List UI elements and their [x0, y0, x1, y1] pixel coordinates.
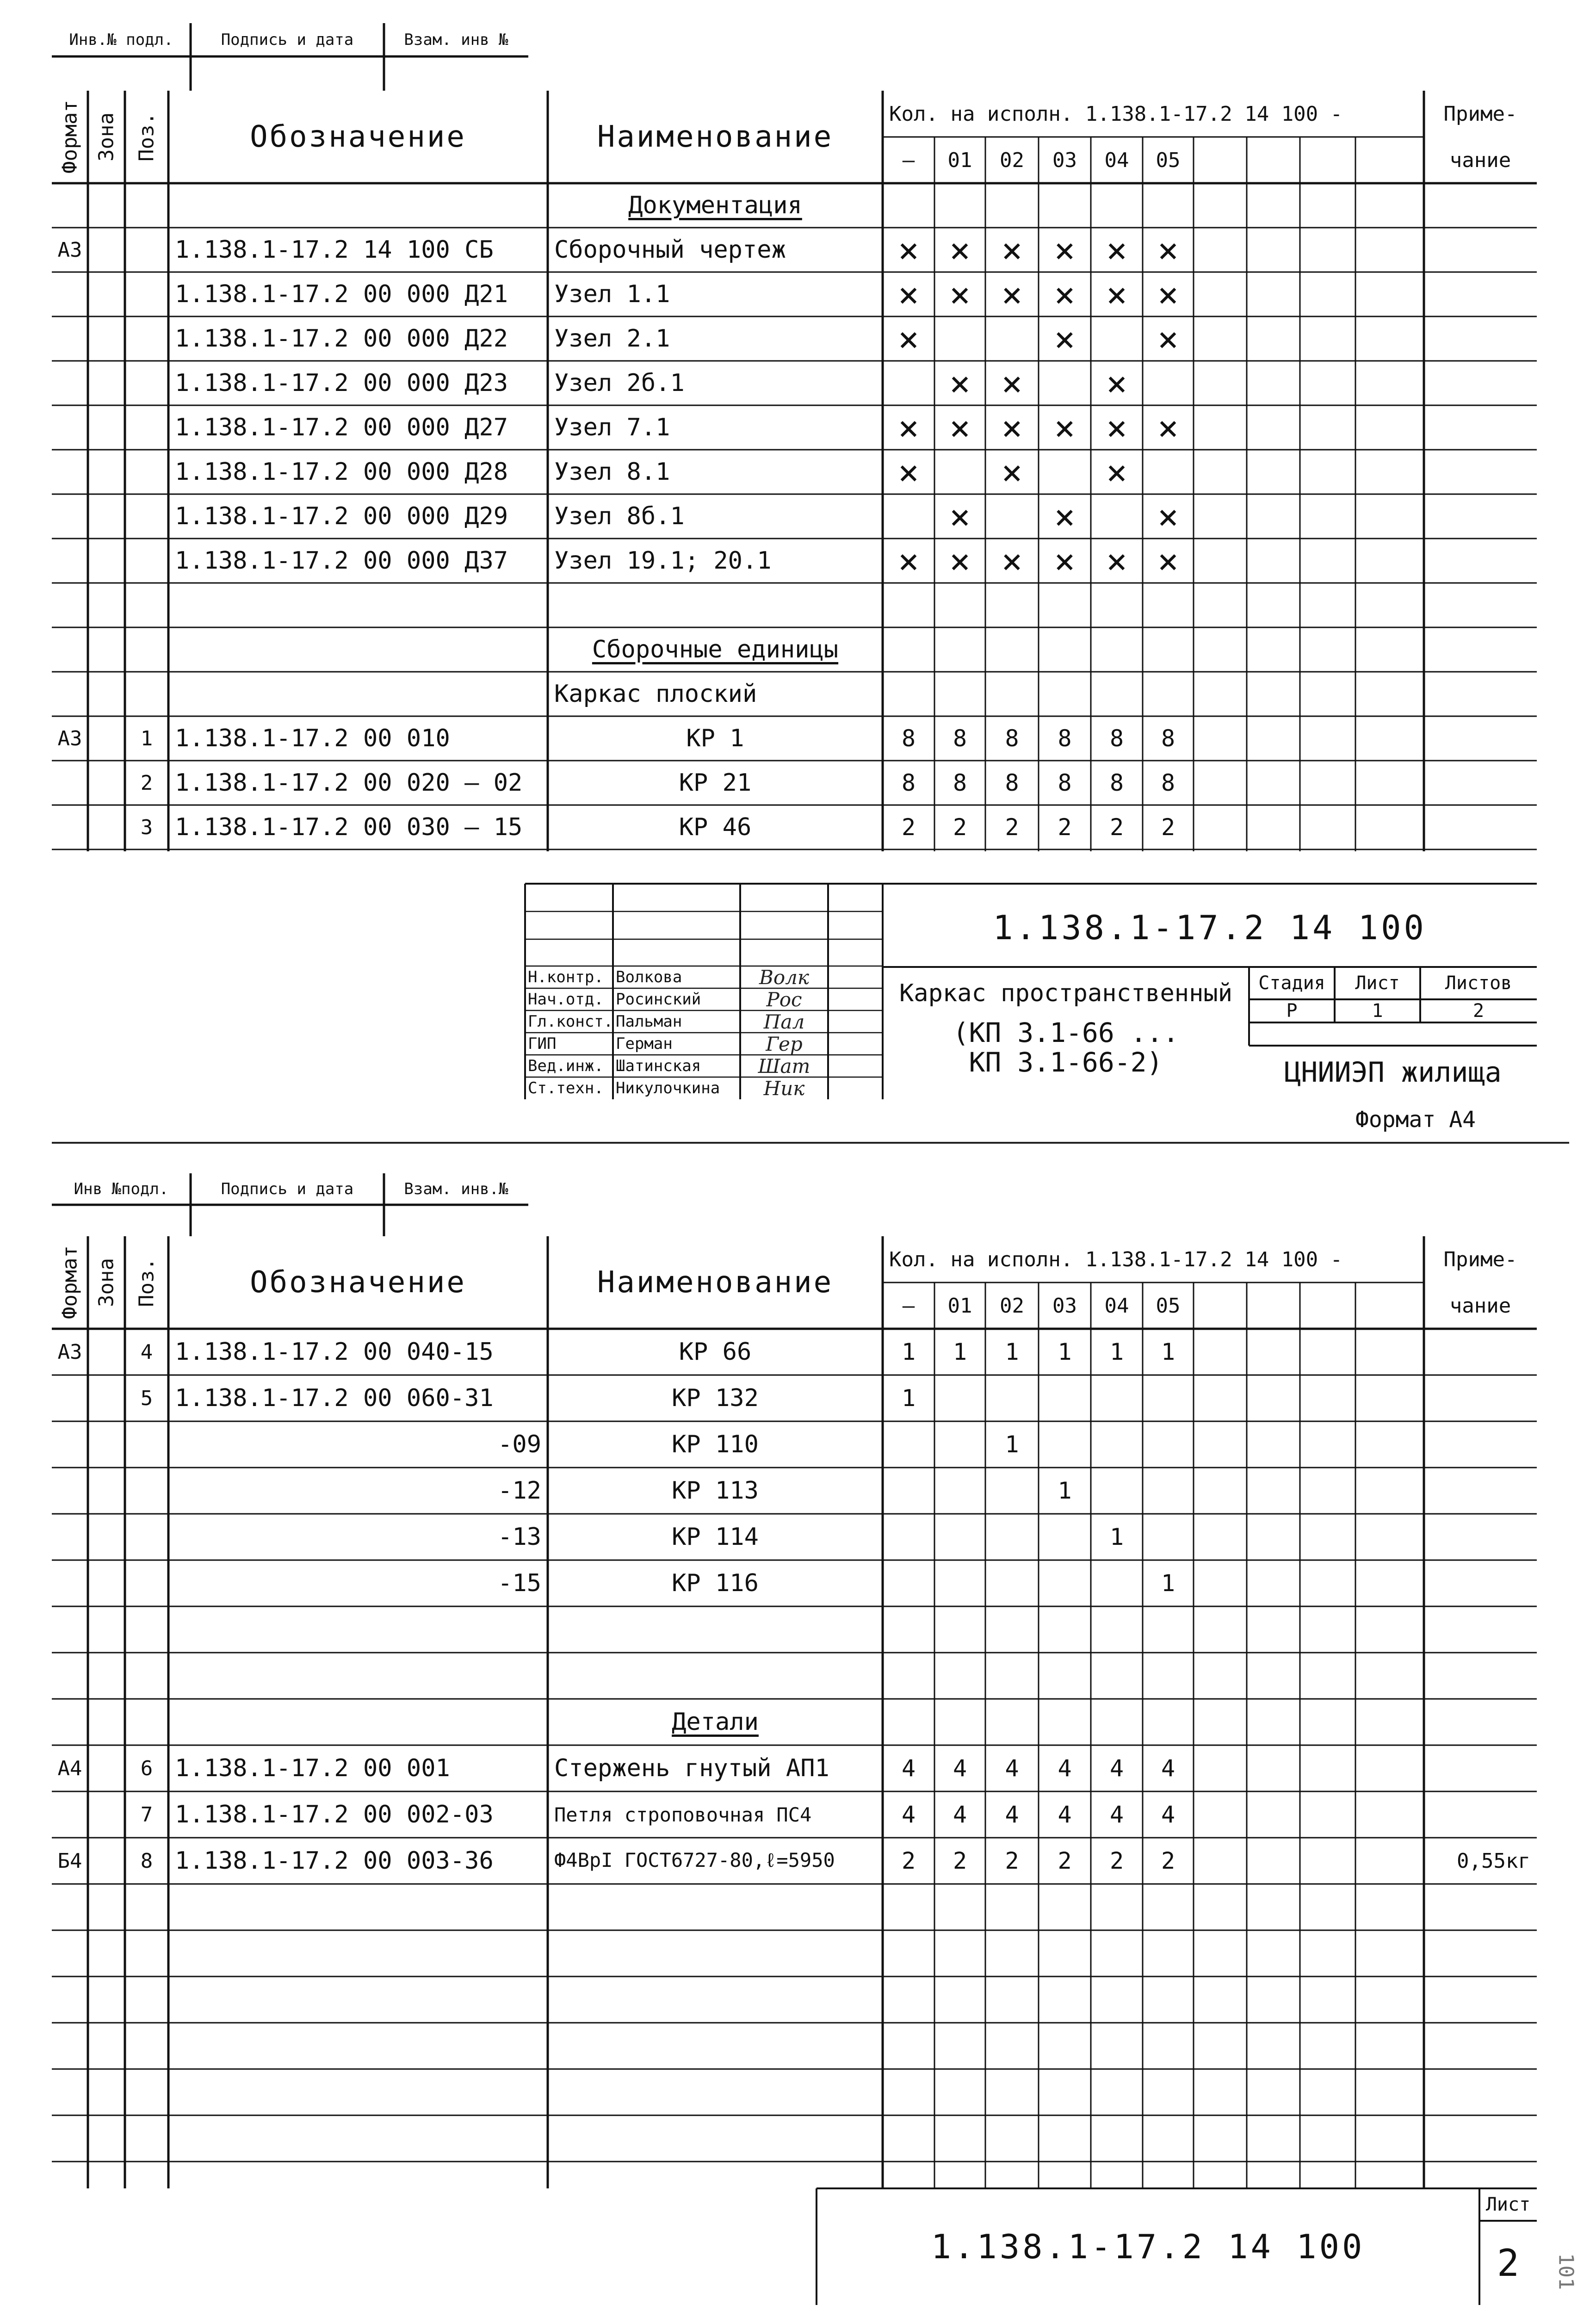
signer-name: Никулочкина: [616, 1079, 720, 1097]
row-qty-mark: 1: [1058, 1338, 1072, 1365]
name-header: Наименование: [597, 120, 834, 154]
row-designation: 1.138.1-17.2 00 002-03: [175, 1801, 494, 1828]
row-qty-mark: ×: [949, 540, 971, 582]
signer-role: Н.контр.: [528, 968, 604, 986]
row-designation: 1.138.1-17.2 00 060-31: [175, 1384, 494, 1412]
note-header-2: чание: [1449, 148, 1511, 172]
row-name: Узел 2б.1: [554, 369, 685, 397]
row-designation: 1.138.1-17.2 00 040-15: [175, 1338, 494, 1366]
row-designation: 1.138.1-17.2 00 000 Д27: [175, 414, 508, 441]
designation-header-2: Обозначение: [250, 1265, 466, 1300]
row-designation: 1.138.1-17.2 00 000 Д21: [175, 280, 508, 308]
row-qty-mark: 2: [1161, 814, 1175, 841]
row-designation: -09: [498, 1431, 541, 1458]
signer-role: ГИП: [528, 1035, 557, 1053]
row-qty-mark: 8: [1058, 725, 1072, 752]
row-name: Узел 1.1: [554, 280, 670, 308]
row-qty-mark: 8: [1161, 769, 1175, 796]
row-qty-mark: 1: [1161, 1570, 1175, 1597]
row-qty-mark: 8: [1005, 725, 1019, 752]
row-format: А3: [57, 726, 82, 750]
variant-col-0: —: [902, 1294, 915, 1318]
row-qty-mark: ×: [898, 318, 919, 359]
row-name: Узел 8.1: [554, 458, 670, 486]
footer-sheet-number: 2: [1497, 2241, 1520, 2285]
row-qty-mark: ×: [1001, 407, 1023, 448]
row-qty-mark: ×: [1054, 540, 1076, 582]
row-qty-mark: 2: [1109, 1847, 1124, 1874]
row-qty-mark: 2: [1058, 814, 1072, 841]
sheet-value: 1: [1372, 1000, 1383, 1022]
note-header-2a: Приме-: [1443, 1247, 1517, 1271]
title-line-1: Каркас пространственный: [899, 979, 1233, 1007]
row-name: КР 114: [672, 1523, 759, 1551]
signer-name: Росинский: [616, 990, 701, 1009]
side-page-number: 101: [1554, 2253, 1578, 2290]
row-qty-mark: 8: [901, 769, 916, 796]
variant-col-0: —: [902, 148, 915, 172]
row-qty-mark: ×: [949, 273, 971, 315]
zone-header-2: Зона: [94, 1258, 118, 1307]
sheets-label: Листов: [1445, 973, 1512, 994]
pos-header-2: Поз.: [135, 1258, 159, 1307]
row-name: КР 1: [686, 725, 744, 752]
variant-col-2: 02: [1000, 1294, 1024, 1318]
signer-signature: Пал: [763, 1010, 805, 1033]
signer-role: Вед.инж.: [528, 1057, 604, 1075]
row-designation: 1.138.1-17.2 00 001: [175, 1754, 450, 1782]
zone-header: Зона: [94, 112, 118, 161]
row-position: 5: [140, 1386, 153, 1410]
row-qty-mark: 1: [1005, 1338, 1019, 1365]
stamp2-replace-label: Взам. инв.№: [404, 1180, 508, 1198]
row-designation: 1.138.1-17.2 00 000 Д37: [175, 547, 508, 575]
sheets-value: 2: [1472, 1000, 1485, 1022]
row-format: А3: [57, 1340, 82, 1364]
row-qty-mark: 4: [953, 1801, 967, 1828]
row-designation: 1.138.1-17.2 00 020 — 02: [175, 769, 523, 797]
row-note: 0,55кг: [1457, 1849, 1530, 1873]
qty-header: Кол. на исполн. 1.138.1-17.2 14 100 -: [889, 102, 1343, 126]
stage-value: Р: [1286, 1000, 1298, 1022]
sheet-2-code: 1.138.1-17.2 14 100: [931, 2227, 1365, 2266]
row-qty-mark: 4: [1058, 1801, 1072, 1828]
name-header-2: Наименование: [597, 1265, 834, 1300]
row-qty-mark: 4: [1005, 1801, 1019, 1828]
row-name: Сборочный чертеж: [554, 236, 786, 264]
row-qty-mark: 1: [1109, 1338, 1124, 1365]
row-position: 2: [140, 771, 153, 795]
row-qty-mark: ×: [1001, 273, 1023, 315]
stamp-inv-label: Инв.№ подл.: [69, 31, 173, 49]
row-name: КР 116: [672, 1569, 759, 1597]
row-name: КР 132: [672, 1384, 759, 1412]
row-qty-mark: ×: [949, 229, 971, 271]
row-name: КР 21: [679, 769, 752, 797]
variant-col-2: 02: [1000, 148, 1024, 172]
signer-name: Герман: [616, 1035, 673, 1053]
signer-signature: Ник: [763, 1077, 805, 1099]
row-qty-mark: ×: [1106, 273, 1127, 315]
row-qty-mark: 4: [1058, 1755, 1072, 1782]
row-qty-mark: ×: [1054, 273, 1076, 315]
row-qty-mark: ×: [898, 451, 919, 493]
row-format: Б4: [57, 1849, 82, 1873]
row-designation: 1.138.1-17.2 00 000 Д28: [175, 458, 508, 486]
title-line-2: (КП 3.1-66 ...: [953, 1018, 1179, 1047]
row-qty-mark: ×: [1157, 273, 1179, 315]
row-qty-mark: 2: [1058, 1847, 1072, 1874]
row-qty-mark: 4: [1161, 1801, 1175, 1828]
row-position: 1: [140, 726, 153, 750]
row-position: 6: [140, 1756, 153, 1780]
row-qty-mark: ×: [1157, 318, 1179, 359]
title-line-3: КП 3.1-66-2): [969, 1047, 1163, 1077]
row-designation: 1.138.1-17.2 00 010: [175, 725, 450, 752]
row-qty-mark: 4: [953, 1755, 967, 1782]
stage-label: Стадия: [1258, 973, 1325, 994]
row-qty-mark: 1: [901, 1385, 916, 1412]
row-qty-mark: ×: [1106, 451, 1127, 493]
signer-name: Шатинская: [616, 1057, 701, 1075]
variant-col-3: 03: [1052, 1294, 1077, 1318]
row-qty-mark: ×: [949, 496, 971, 537]
signer-signature: Рос: [766, 988, 802, 1010]
row-qty-mark: ×: [1157, 229, 1179, 271]
row-name: Узел 19.1; 20.1: [554, 547, 772, 575]
row-format: А4: [57, 1756, 82, 1780]
row-designation: -13: [498, 1523, 541, 1551]
row-qty-mark: 1: [1109, 1524, 1124, 1550]
row-designation: 1.138.1-17.2 00 000 Д22: [175, 325, 508, 353]
org-name: ЦНИИЭП жилища: [1284, 1056, 1502, 1089]
row-qty-mark: ×: [949, 362, 971, 404]
row-name: КР 113: [672, 1477, 759, 1505]
row-qty-mark: 8: [953, 725, 967, 752]
row-name: Петля строповочная ПС4: [554, 1803, 812, 1826]
sheet-1-code: 1.138.1-17.2 14 100: [993, 908, 1427, 947]
variant-col-3: 03: [1052, 148, 1077, 172]
row-name: Ф4ВрI ГОСТ6727-80,ℓ=5950: [554, 1849, 835, 1871]
stamp-replace-label: Взам. инв №: [404, 31, 508, 49]
row-position: 8: [140, 1849, 153, 1873]
row-designation: -15: [498, 1569, 541, 1597]
row-name: Узел 7.1: [554, 414, 670, 441]
signer-signature: Шат: [758, 1055, 810, 1077]
row-name: Стержень гнутый АП1: [554, 1754, 829, 1782]
row-qty-mark: 2: [1005, 1847, 1019, 1874]
row-qty-mark: 2: [901, 814, 916, 841]
row-qty-mark: ×: [1106, 362, 1127, 404]
row-qty-mark: 8: [1161, 725, 1175, 752]
row-qty-mark: ×: [1054, 496, 1076, 537]
row-designation: 1.138.1-17.2 00 030 — 15: [175, 813, 523, 841]
note-header-1: Приме-: [1443, 102, 1517, 126]
row-qty-mark: ×: [1054, 407, 1076, 448]
row-position: 7: [140, 1803, 153, 1827]
variant-col-5: 05: [1156, 148, 1181, 172]
row-qty-mark: 8: [901, 725, 916, 752]
row-qty-mark: ×: [1001, 229, 1023, 271]
row-qty-mark: 2: [1005, 814, 1019, 841]
row-qty-mark: ×: [1157, 407, 1179, 448]
row-qty-mark: 1: [901, 1338, 916, 1365]
stamp-sign-label: Подпись и дата: [221, 31, 354, 49]
row-qty-mark: ×: [1106, 540, 1127, 582]
row-qty-mark: 2: [953, 1847, 967, 1874]
row-format: А3: [57, 238, 82, 262]
row-designation: 1.138.1-17.2 14 100 СБ: [175, 236, 494, 264]
row-qty-mark: 1: [1005, 1431, 1019, 1458]
row-qty-mark: 4: [901, 1801, 916, 1828]
variant-col-1: 01: [947, 148, 972, 172]
row-qty-mark: 2: [1109, 814, 1124, 841]
format-header: Формат: [58, 100, 82, 174]
row-qty-mark: 8: [1109, 725, 1124, 752]
row-qty-mark: ×: [1001, 540, 1023, 582]
row-qty-mark: ×: [1157, 496, 1179, 537]
row-designation: 1.138.1-17.2 00 003-36: [175, 1847, 494, 1875]
row-qty-mark: ×: [1106, 407, 1127, 448]
row-name: Узел 2.1: [554, 325, 670, 353]
row-position: 4: [140, 1340, 153, 1364]
row-qty-mark: 2: [953, 814, 967, 841]
format-label: Формат А4: [1355, 1107, 1476, 1133]
note-header-2b: чание: [1449, 1294, 1511, 1318]
row-name: КР 110: [672, 1431, 759, 1458]
row-qty-mark: ×: [1001, 451, 1023, 493]
row-qty-mark: 8: [953, 769, 967, 796]
format-header-2: Формат: [58, 1245, 82, 1320]
row-designation: 1.138.1-17.2 00 000 Д29: [175, 502, 508, 530]
row-qty-mark: 1: [1161, 1338, 1175, 1365]
row-qty-mark: 2: [1161, 1847, 1175, 1874]
signer-name: Пальман: [616, 1012, 682, 1031]
pos-header: Поз.: [135, 112, 159, 161]
variant-col-4: 04: [1104, 148, 1129, 172]
stamp2-inv-label: Инв №подл.: [74, 1180, 169, 1198]
row-name: Документация: [628, 192, 802, 219]
row-qty-mark: ×: [1054, 229, 1076, 271]
row-qty-mark: 4: [1109, 1755, 1124, 1782]
signer-role: Гл.конст.: [528, 1012, 613, 1031]
footer-sheet-label: Лист: [1485, 2194, 1531, 2215]
row-designation: 1.138.1-17.2 00 000 Д23: [175, 369, 508, 397]
row-qty-mark: 8: [1109, 769, 1124, 796]
row-name: Узел 8б.1: [554, 502, 685, 530]
signer-signature: Волк: [759, 966, 809, 988]
variant-col-5: 05: [1156, 1294, 1181, 1318]
signer-signature: Гер: [766, 1033, 803, 1055]
row-qty-mark: ×: [898, 273, 919, 315]
row-qty-mark: 8: [1005, 769, 1019, 796]
row-qty-mark: ×: [898, 540, 919, 582]
row-qty-mark: ×: [1054, 318, 1076, 359]
row-name: Каркас плоский: [554, 680, 757, 708]
row-designation: -12: [498, 1477, 541, 1505]
row-qty-mark: 1: [953, 1338, 967, 1365]
row-qty-mark: 2: [901, 1847, 916, 1874]
row-name: Сборочные единицы: [592, 636, 839, 663]
signer-name: Волкова: [616, 968, 682, 986]
row-qty-mark: 4: [1005, 1755, 1019, 1782]
qty-header-2: Кол. на исполн. 1.138.1-17.2 14 100 -: [889, 1247, 1343, 1271]
stamp2-sign-label: Подпись и дата: [221, 1180, 354, 1198]
row-name: Детали: [672, 1708, 759, 1736]
row-qty-mark: 4: [1161, 1755, 1175, 1782]
row-qty-mark: ×: [1106, 229, 1127, 271]
designation-header: Обозначение: [250, 120, 466, 154]
row-qty-mark: 4: [1109, 1801, 1124, 1828]
signer-role: Нач.отд.: [528, 990, 604, 1009]
sheet-label: Лист: [1355, 973, 1400, 994]
variant-col-4: 04: [1104, 1294, 1129, 1318]
signer-role: Ст.техн.: [528, 1079, 604, 1097]
row-qty-mark: 4: [901, 1755, 916, 1782]
row-qty-mark: ×: [898, 407, 919, 448]
row-qty-mark: 1: [1058, 1477, 1072, 1504]
row-name: КР 46: [679, 813, 752, 841]
row-qty-mark: ×: [1157, 540, 1179, 582]
row-qty-mark: ×: [949, 407, 971, 448]
row-position: 3: [140, 815, 153, 839]
row-name: КР 66: [679, 1338, 752, 1366]
variant-col-1: 01: [947, 1294, 972, 1318]
row-qty-mark: ×: [1001, 362, 1023, 404]
row-qty-mark: ×: [898, 229, 919, 271]
row-qty-mark: 8: [1058, 769, 1072, 796]
